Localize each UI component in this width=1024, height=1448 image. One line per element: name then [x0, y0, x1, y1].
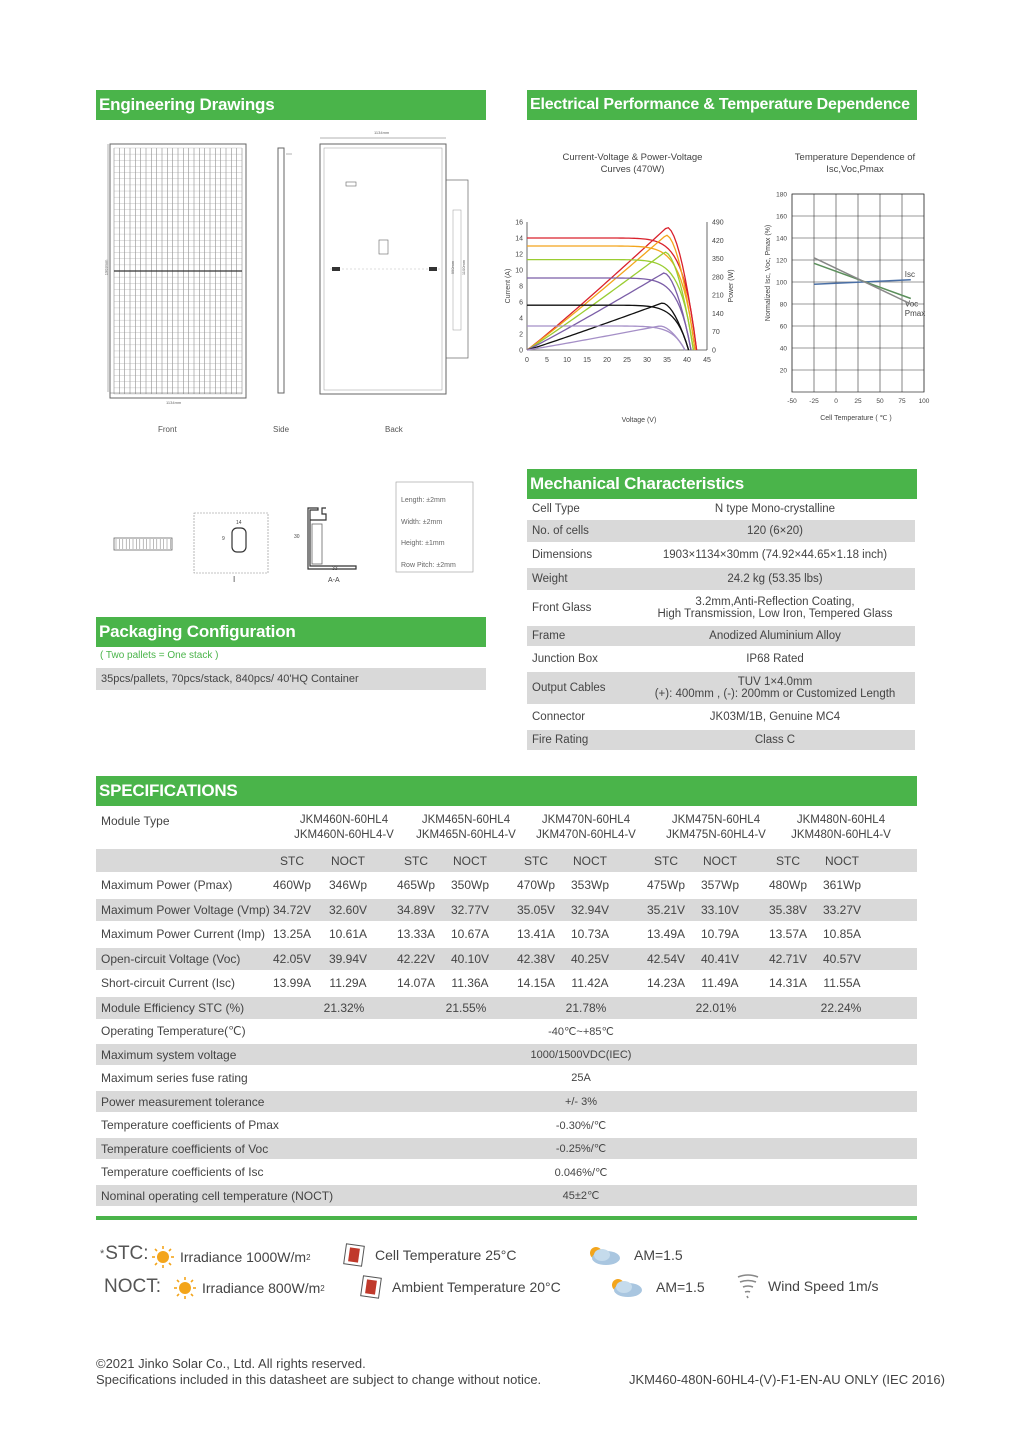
iv-y2-tick-label: 210 — [712, 292, 724, 300]
noct-irradiance — [174, 1277, 325, 1299]
stc-irradiance-text: Irradiance 1000W/m — [180, 1249, 307, 1265]
mechanical-value — [635, 626, 915, 646]
stc-header: STC — [404, 853, 428, 868]
spec-value: 32.94V — [570, 902, 610, 917]
tolerance-row-pitch: Row Pitch: ±2mm — [401, 561, 456, 569]
spec-value: 11.42A — [571, 976, 609, 990]
iv-y-tick-label: 14 — [515, 235, 523, 243]
spec-value: 42.38V — [516, 951, 556, 966]
spec-common-value: -0.30%/℃ — [555, 1119, 607, 1132]
spec-row-common — [96, 1185, 917, 1206]
iv-x-label: Voltage (V) — [621, 417, 657, 424]
mechanical-label: Dimensions — [532, 549, 593, 561]
model-name-primary: JKM480N-60HL4 — [796, 814, 886, 826]
stc-am — [584, 1244, 683, 1266]
spec-row — [96, 948, 917, 970]
temp-x-label: Cell Temperature ( ℃ ) — [820, 415, 892, 422]
iv-x-tick-label: 40 — [683, 357, 691, 364]
efficiency-value: 21.32% — [323, 1000, 365, 1015]
spec-value: 13.49A — [646, 927, 686, 941]
footer-copyright: ©2021 Jinko Solar Co., Ltd. All rights reserved. — [96, 1356, 366, 1371]
stc-header: STC — [524, 853, 548, 868]
tolerance-width: Width: ±2mm — [401, 518, 443, 526]
noct-wind-text: Wind Speed 1m/s — [768, 1278, 879, 1294]
mechanical-row — [527, 568, 915, 590]
spec-label: Maximum system voltage — [101, 1047, 237, 1062]
noct-header: NOCT — [573, 853, 607, 868]
efficiency-value: 21.55% — [445, 1000, 487, 1015]
spec-label: Temperature coefficients of Pmax — [101, 1118, 279, 1132]
spec-value: 40.57V — [822, 951, 862, 966]
iv-y-tick-label: 2 — [519, 331, 523, 339]
spec-common-value: 1000/1500VDC(IEC) — [530, 1048, 632, 1061]
spec-common-value: +/- 3% — [564, 1095, 598, 1108]
section-i-label: I — [233, 575, 236, 584]
temp-chart — [757, 186, 947, 426]
model-name — [396, 810, 536, 846]
mechanical-value-line: 120 (6×20) — [747, 525, 803, 537]
spec-value: 34.72V — [272, 902, 312, 917]
noct-label: NOCT: — [104, 1276, 161, 1297]
electrical-performance-header: Electrical Performance & Temperature Dependence — [527, 90, 917, 120]
spec-row — [96, 899, 917, 921]
spec-row-common — [96, 1138, 917, 1159]
stc-cell-temp-text: Cell Temperature 25°C — [375, 1247, 517, 1263]
mechanical-value-line: 1903×1134×30mm (74.92×44.65×1.18 inch) — [662, 549, 888, 561]
iv-y2-tick-label: 140 — [712, 310, 724, 318]
iv-y-tick-label: 8 — [519, 283, 523, 291]
spec-value: 42.22V — [396, 951, 436, 966]
footer-notice: Specifications included in this datasheet are subject to change without notice. — [96, 1372, 542, 1387]
spec-label: Maximum series fuse rating — [101, 1071, 248, 1085]
spec-row-common — [96, 1162, 917, 1183]
noct-irradiance-text: Irradiance 800W/m — [202, 1280, 321, 1296]
noct-ambient-text: Ambient Temperature 20°C — [392, 1279, 561, 1295]
mechanical-value-line: IP68 Rated — [746, 653, 804, 665]
specifications-header: SPECIFICATIONS — [96, 776, 917, 806]
noct-am-text: AM=1.5 — [656, 1279, 705, 1295]
model-name-primary: JKM475N-60HL4 — [671, 814, 761, 826]
mechanical-value — [635, 706, 915, 728]
iv-chart-title-line2: Curves (470W) — [600, 164, 665, 175]
stc-irradiance — [152, 1246, 311, 1268]
spec-label: Temperature coefficients of Voc — [101, 1141, 269, 1156]
spec-row-common — [96, 1044, 917, 1065]
spec-value: 40.41V — [700, 951, 740, 966]
footer-code: JKM460-480N-60HL4-(V)-F1-EN-AU ONLY (IEC 2016) — [629, 1372, 945, 1387]
temp-x-tick-label: 25 — [854, 398, 862, 405]
spec-label: Temperature coefficients of Isc — [101, 1165, 264, 1179]
mechanical-row — [527, 626, 915, 646]
iv-y-tick-label: 10 — [515, 267, 523, 275]
tolerance-list — [401, 490, 456, 576]
spec-label: Module Efficiency STC (%) — [101, 1000, 245, 1015]
temp-x-tick-label: 50 — [876, 398, 884, 405]
mechanical-value — [635, 499, 915, 518]
noct-header: NOCT — [703, 853, 737, 868]
noct-am — [606, 1276, 705, 1298]
iv-y2-tick-label: 0 — [712, 347, 716, 355]
temp-x-tick-label: -25 — [809, 398, 819, 405]
mechanical-label: No. of cells — [532, 525, 589, 537]
mechanical-value — [635, 648, 915, 670]
engineering-drawings — [96, 130, 486, 450]
noct-header: NOCT — [825, 853, 859, 868]
mechanical-value-line: (+): 400mm , (-): 200mm or Customized Length — [654, 688, 896, 700]
model-name-variant: JKM460N-60HL4-V — [294, 829, 394, 841]
iv-y2-label: Power (W) — [728, 269, 735, 303]
temp-y-tick-label: 80 — [779, 301, 787, 309]
spec-common-value: 45±2℃ — [562, 1190, 600, 1202]
profile-height: 30 — [294, 534, 300, 540]
spec-bottom-rule — [96, 1216, 917, 1220]
mechanical-value-line: TUV 1×4.0mm — [737, 676, 813, 688]
iv-y-tick-label: 4 — [519, 315, 523, 323]
model-name — [516, 810, 656, 846]
iv-y-tick-label: 0 — [519, 347, 523, 355]
iv-y-tick-label: 12 — [515, 251, 523, 259]
mechanical-value-line: Anodized Aluminium Alloy — [709, 630, 841, 642]
spec-label: Nominal operating cell temperature (NOCT) — [101, 1188, 334, 1203]
efficiency-value: 21.78% — [565, 1000, 607, 1015]
efficiency-value: 22.01% — [695, 1000, 737, 1015]
dim-back-2: 990mm — [450, 260, 456, 275]
packaging-header: Packaging Configuration — [96, 617, 486, 647]
spec-value: 10.73A — [570, 927, 610, 941]
spec-row — [96, 972, 917, 994]
spec-common-value: -40℃~+85℃ — [548, 1025, 614, 1038]
mechanical-value — [635, 730, 915, 750]
spec-row-conditions — [96, 849, 917, 872]
spec-label: Module Type — [101, 814, 170, 828]
spec-value: 14.23A — [646, 976, 686, 990]
mechanical-value-line: N type Mono-crystalline — [714, 502, 836, 515]
mechanical-value-line: 24.2 kg (53.35 lbs) — [727, 573, 823, 585]
iv-x-tick-label: 5 — [545, 357, 549, 364]
spec-value: 11.49A — [701, 976, 739, 990]
temp-y-tick-label: 120 — [776, 257, 787, 265]
temp-chart-title — [775, 152, 935, 176]
mechanical-row — [527, 592, 915, 624]
sun-icon — [152, 1246, 174, 1268]
spec-label: Maximum Power Voltage (Vmp) — [101, 902, 270, 917]
mechanical-row — [527, 648, 915, 670]
model-name-primary: JKM460N-60HL4 — [299, 814, 389, 826]
side-label: Side — [273, 425, 290, 434]
spec-value: 40.10V — [450, 951, 490, 966]
spec-value: 35.21V — [646, 902, 686, 917]
iv-chart-title — [540, 152, 725, 176]
mechanical-value-line: 3.2mm,Anti-Reflection Coating, — [695, 596, 855, 608]
iv-chart-title-line1: Current-Voltage & Power-Voltage — [562, 152, 703, 163]
temp-y-tick-label: 140 — [776, 235, 787, 243]
mechanical-row — [527, 672, 915, 704]
packaging-detail-text: 35pcs/pallets, 70pcs/stack, 840pcs/ 40'HQ Container — [101, 673, 359, 685]
spec-label: Open-circuit Voltage (Voc) — [101, 951, 241, 966]
spec-value: 11.36A — [451, 976, 489, 990]
spec-value: 14.15A — [516, 976, 556, 990]
spec-value: 353Wp — [570, 878, 610, 892]
spec-value: 39.94V — [328, 951, 368, 966]
iv-y2-tick-label: 490 — [712, 219, 724, 227]
stc-label-wrap — [100, 1243, 149, 1265]
temp-chart-title-line2: Isc,Voc,Pmax — [826, 164, 884, 175]
mechanical-value — [635, 672, 915, 704]
spec-label: Maximum Power (Pmax) — [101, 878, 233, 892]
mechanical-row — [527, 520, 915, 542]
packaging-note: ( Two pallets = One stack ) — [100, 650, 219, 661]
mechanical-label: Connector — [532, 711, 586, 723]
mechanical-header: Mechanical Characteristics — [527, 469, 917, 499]
spec-value: 10.79A — [700, 927, 740, 941]
spec-label: Operating Temperature(℃) — [101, 1024, 246, 1038]
thermometer-icon — [343, 1243, 365, 1267]
stc-cell-temp — [343, 1243, 517, 1267]
mechanical-value-line: JK03M/1B, Genuine MC4 — [709, 711, 841, 723]
spec-value: 470Wp — [516, 878, 556, 892]
spec-value: 350Wp — [450, 878, 490, 892]
mechanical-label: Junction Box — [532, 653, 598, 665]
temp-y-tick-label: 60 — [779, 323, 787, 331]
temp-series-label-pmax: Pmax — [904, 309, 926, 318]
spec-label: Maximum Power Current (Imp) — [101, 927, 266, 941]
engineering-drawings-header: Engineering Drawings — [96, 90, 486, 120]
spec-value: 14.31A — [768, 976, 808, 990]
spec-value: 13.57A — [768, 927, 808, 941]
stc-header: STC — [654, 853, 678, 868]
spec-value: 40.25V — [570, 951, 610, 966]
stc-header: STC — [280, 853, 304, 868]
spec-value: 460Wp — [272, 878, 312, 892]
iv-y2-tick-label: 280 — [712, 274, 724, 282]
model-name-variant: JKM475N-60HL4-V — [666, 829, 766, 841]
mechanical-value-line: High Transmission, Low Iron, Tempered Glass — [657, 608, 893, 620]
spec-value: 35.05V — [516, 902, 556, 917]
spec-label: Short-circuit Current (Isc) — [101, 976, 236, 990]
cloud-icon — [584, 1244, 624, 1266]
hole-dim-b: 9 — [222, 536, 225, 542]
iv-y2-tick-label: 70 — [712, 329, 720, 337]
iv-chart — [500, 212, 760, 427]
mechanical-row — [527, 730, 915, 750]
model-name-primary: JKM470N-60HL4 — [541, 814, 631, 826]
spec-value: 480Wp — [768, 878, 808, 892]
spec-value: 33.10V — [700, 902, 740, 917]
spec-value: 13.99A — [272, 976, 312, 990]
efficiency-value: 22.24% — [820, 1000, 862, 1015]
dim-height: 1903mm — [103, 259, 109, 276]
iv-x-tick-label: 25 — [623, 357, 631, 364]
model-name-primary: JKM465N-60HL4 — [421, 814, 511, 826]
spec-value: 13.33A — [396, 927, 436, 941]
temp-y-tick-label: 180 — [776, 191, 787, 199]
mechanical-label: Fire Rating — [532, 734, 589, 746]
tolerance-height: Height: ±1mm — [401, 540, 445, 547]
dim-top: 1134mm — [374, 130, 390, 135]
model-name — [274, 810, 414, 846]
temp-y-tick-label: 20 — [779, 367, 787, 375]
iv-x-tick-label: 20 — [603, 357, 611, 364]
spec-row-common — [96, 1115, 917, 1136]
spec-row-common — [96, 1091, 917, 1112]
iv-x-tick-label: 30 — [643, 357, 651, 364]
noct-header: NOCT — [331, 853, 365, 868]
spec-row-common — [96, 1021, 917, 1042]
noct-wind — [736, 1273, 879, 1299]
temp-y-tick-label: 40 — [779, 345, 787, 353]
temp-x-tick-label: -50 — [787, 398, 797, 405]
iv-y-tick-label: 16 — [515, 219, 523, 227]
iv-x-tick-label: 0 — [525, 357, 529, 364]
temp-series-label-voc: Voc — [904, 299, 919, 309]
noct-ambient — [360, 1275, 561, 1299]
section-details — [96, 480, 486, 600]
temp-x-tick-label: 0 — [834, 398, 838, 405]
mechanical-label: Output Cables — [532, 682, 606, 694]
model-name — [646, 810, 786, 846]
stc-irradiance-sup: 2 — [306, 1252, 311, 1262]
temp-y-tick-label: 160 — [776, 213, 787, 221]
spec-value: 35.38V — [768, 902, 808, 917]
mechanical-value — [635, 544, 915, 566]
cloud-icon — [606, 1276, 646, 1298]
spec-value: 14.07A — [396, 976, 436, 990]
temp-y-tick-label: 100 — [776, 279, 787, 287]
back-label: Back — [385, 425, 403, 434]
front-panel-drawing — [96, 130, 486, 450]
model-name-variant: JKM480N-60HL4-V — [791, 829, 891, 841]
spec-common-value: 25A — [571, 1072, 591, 1084]
noct-irradiance-sup: 2 — [320, 1283, 325, 1293]
temp-x-tick-label: 75 — [898, 398, 906, 405]
spec-value: 475Wp — [646, 878, 686, 892]
iv-curve-3 — [527, 278, 691, 350]
stc-header: STC — [776, 853, 800, 868]
spec-value: 10.61A — [328, 927, 368, 941]
spec-value: 32.60V — [328, 902, 368, 917]
iv-y-tick-label: 6 — [519, 299, 523, 307]
spec-row-common — [96, 1068, 917, 1089]
iv-x-tick-label: 10 — [563, 357, 571, 364]
spec-value: 33.27V — [822, 902, 862, 917]
spec-value: 10.85A — [822, 927, 862, 941]
stc-am-text: AM=1.5 — [634, 1247, 683, 1263]
spec-value: 10.67A — [450, 927, 490, 941]
iv-y2-tick-label: 350 — [712, 256, 724, 264]
spec-value: 42.54V — [646, 951, 686, 966]
iv-curve-1 — [527, 246, 695, 350]
iv-y-label: Current (A) — [505, 268, 512, 304]
spec-value: 42.05V — [272, 951, 312, 966]
spec-value: 357Wp — [700, 878, 740, 892]
profile-width: 33 — [332, 566, 338, 572]
dim-bottom: 1134mm — [166, 400, 182, 405]
iv-x-tick-label: 15 — [583, 357, 591, 364]
hole-dim-a: 14 — [236, 520, 242, 526]
spec-row-efficiency — [96, 997, 917, 1019]
section-aa-label: A-A — [328, 577, 340, 584]
mechanical-value — [635, 520, 915, 542]
temp-x-tick-label: 100 — [918, 398, 930, 405]
wind-icon — [736, 1273, 760, 1299]
mechanical-value-line: Class C — [754, 734, 796, 746]
front-label: Front — [158, 425, 177, 434]
mechanical-label: Weight — [532, 573, 568, 585]
spec-value: 346Wp — [328, 878, 368, 892]
spec-value: 11.55A — [823, 976, 861, 990]
model-name-variant: JKM470N-60HL4-V — [536, 829, 636, 841]
mechanical-label: Frame — [532, 630, 566, 642]
iv-x-tick-label: 45 — [703, 357, 711, 364]
mechanical-value — [635, 592, 915, 624]
spec-value: 34.89V — [396, 902, 436, 917]
spec-value: 13.41A — [516, 927, 556, 941]
mechanical-row — [527, 544, 915, 566]
dim-back: 1100mm — [461, 259, 467, 276]
spec-label: Power measurement tolerance — [101, 1094, 265, 1109]
spec-row — [96, 923, 917, 945]
spec-row — [96, 874, 917, 896]
temp-series-label-isc: Isc — [904, 269, 916, 279]
mechanical-value — [635, 568, 915, 590]
mechanical-row — [527, 706, 915, 728]
mechanical-row — [527, 499, 915, 518]
temp-y-label: Normalized Isc, Voc, Pmax (%) — [765, 224, 772, 322]
mechanical-label: Cell Type — [532, 502, 580, 515]
spec-value: 42.71V — [768, 951, 808, 966]
spec-value: 13.25A — [272, 927, 312, 941]
iv-y2-tick-label: 420 — [712, 237, 724, 245]
mechanical-label: Front Glass — [532, 602, 592, 614]
tolerance-length: Length: ±2mm — [401, 497, 446, 504]
model-name — [771, 810, 911, 846]
temp-chart-title-line1: Temperature Dependence of — [794, 152, 916, 163]
stc-asterisk: * — [100, 1248, 105, 1260]
spec-value: 361Wp — [822, 878, 862, 892]
spec-value: 32.77V — [450, 902, 490, 917]
spec-common-value: -0.25%/℃ — [555, 1143, 607, 1155]
packaging-detail — [96, 668, 486, 690]
spec-value: 465Wp — [396, 878, 436, 892]
thermometer-icon — [360, 1275, 382, 1299]
noct-header: NOCT — [453, 853, 487, 868]
spec-value: 11.29A — [329, 976, 367, 990]
stc-label: STC: — [105, 1243, 149, 1264]
sun-icon — [174, 1277, 196, 1299]
model-name-variant: JKM465N-60HL4-V — [416, 829, 516, 841]
spec-row-module-type — [96, 810, 917, 846]
iv-x-tick-label: 35 — [663, 357, 671, 364]
spec-common-value: 0.046%/℃ — [554, 1166, 608, 1179]
